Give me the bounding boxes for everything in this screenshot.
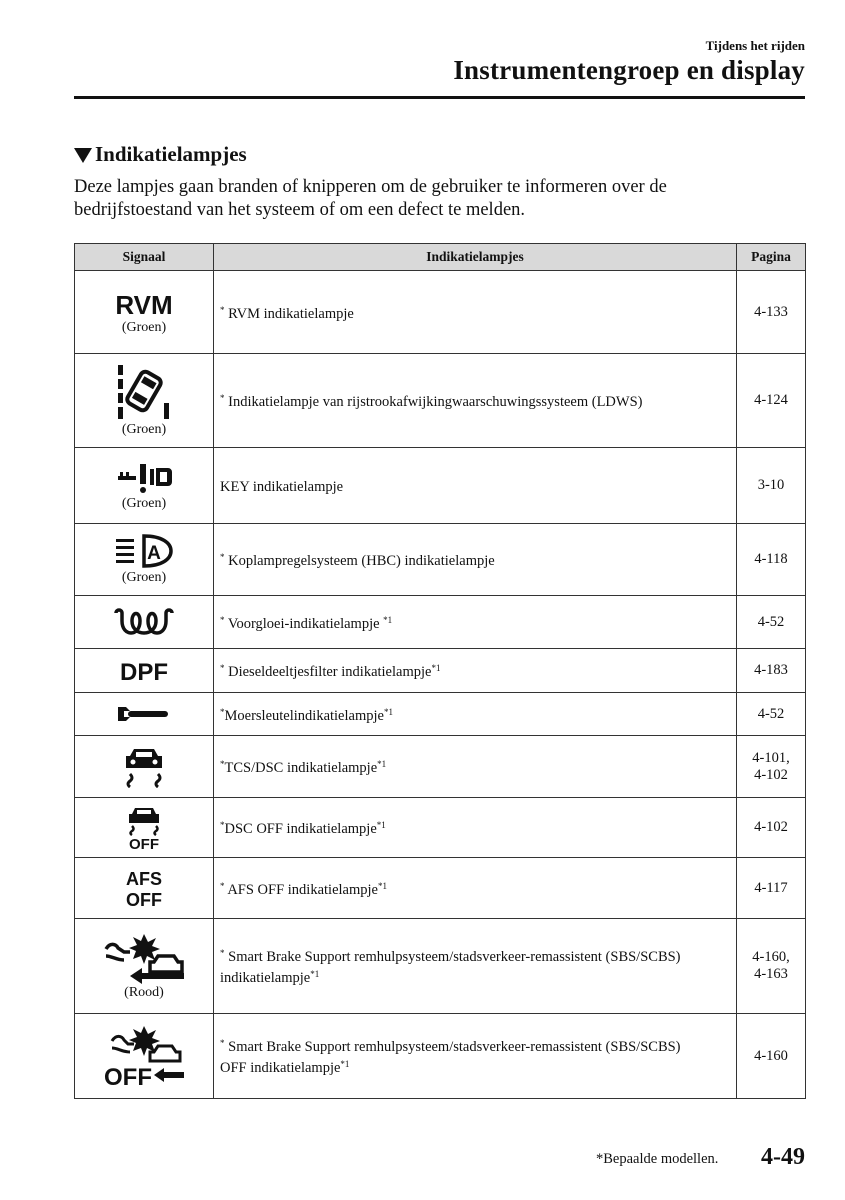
description-cell: *DSC OFF indikatielampje$^{*1}$ [214,798,737,858]
section-heading [74,142,247,167]
table-row [75,1014,806,1099]
key-icon [114,459,174,495]
lane-departure-icon [114,363,174,421]
description-cell: KEY indikatielampje [214,448,737,524]
signal-cell [75,798,214,858]
table-row [75,736,806,798]
traction-control-icon [122,746,166,788]
high-beam-control-icon [114,533,174,569]
svg-text:AFS: AFS [126,869,162,889]
svg-text:OFF: OFF [104,1064,152,1088]
table-row [75,919,806,1014]
table-row [75,448,806,524]
description-cell: *TCS/DSC indikatielampje$^{*1}$ [214,736,737,798]
header-pagina: Pagina [737,244,806,271]
color-label: (Groen) [121,496,167,511]
signal-cell [75,919,214,1014]
description-cell: * AFS OFF indikatielampje$^{*1}$ [214,858,737,919]
description-cell: *Moersleutelindikatielampje$^{*1}$ [214,693,737,736]
page-cell: 4-117 [737,858,806,919]
signal-cell [75,524,214,596]
signal-cell [75,354,214,448]
description-cell: * RVM indikatielampje [214,271,737,354]
page-cell: 3-10 [737,448,806,524]
dsc-off-icon [120,806,168,850]
page-cell: 4-160 [737,1014,806,1099]
dpf-icon [112,657,176,685]
description-cell: * Voorgloei-indikatielampje $^{*1}$ [214,596,737,649]
signal-cell [75,271,214,354]
header-signaal: Signaal [75,244,214,271]
description-cell: * Indikatielampje van rijstrookafwijkingwaarschuwingssysteem (LDWS) [214,354,737,448]
triangle-bullet-icon [74,148,92,163]
intro-line: bedrijfstoestand van het systeem of om een defect te melden. [74,200,526,220]
table-row [75,858,806,919]
page-cell: 4-118 [737,524,806,596]
rvm-icon [114,289,174,319]
color-label: (Groen) [121,570,167,585]
table-row [75,798,806,858]
signal-cell [75,858,214,919]
page-cell: 4-124 [737,354,806,448]
svg-text:RVM: RVM [115,289,173,319]
signal-cell [75,649,214,693]
header-rule [74,96,805,99]
color-label: (Groen) [121,422,167,437]
page-number: 4-49 [761,1144,805,1170]
page-cell: 4-160, 4-163 [737,919,806,1014]
page-cell: 4-52 [737,596,806,649]
table-row [75,271,806,354]
header-indikatielampjes: Indikatielampjes [214,244,737,271]
table-row [75,693,806,736]
table-row [75,649,806,693]
description-cell: * Dieseldeeltjesfilter indikatielampje$^{*1}$ [214,649,737,693]
table-row [75,524,806,596]
smart-brake-support-icon [102,932,186,984]
table-row [75,596,806,649]
svg-text:DPF: DPF [120,658,168,685]
section-heading-text: Indikatielampjes [95,142,247,166]
page-cell: 4-102 [737,798,806,858]
svg-text:OFF: OFF [129,835,159,850]
wrench-icon [116,703,172,725]
page-cell: 4-133 [737,271,806,354]
glow-plug-icon [112,607,176,637]
color-label: (Rood) [124,984,164,1000]
description-cell: * Smart Brake Support remhulpsysteem/stadsverkeer-remassistent (SBS/SCBS) OFF indikatielampje$^{*1}$ [214,1014,737,1099]
signal-cell [75,736,214,798]
svg-text:OFF: OFF [126,890,162,910]
footnote: *Bepaalde modellen. [596,1151,719,1167]
table-header-row [75,244,806,271]
page-cell: 4-183 [737,649,806,693]
description-cell: * Smart Brake Support remhulpsysteem/stadsverkeer-remassistent (SBS/SCBS) indikatielampje$^{*1}$ [214,919,737,1014]
description-cell: * Koplampregelsysteem (HBC) indikatielampje [214,524,737,596]
signal-cell [75,596,214,649]
page-header-title: Instrumentengroep en display [453,55,805,85]
page-cell: 4-101, 4-102 [737,736,806,798]
indicator-table [74,243,806,1099]
signal-cell [75,693,214,736]
table-row [75,354,806,448]
intro-line: Deze lampjes gaan branden of knipperen om de gebruiker te informeren over de [74,177,667,197]
color-label: (Groen) [121,319,167,335]
intro-paragraph [74,176,764,222]
page-cell: 4-52 [737,693,806,736]
page-header-section: Tijdens het rijden [705,38,805,53]
afs-off-icon [120,866,168,910]
signal-cell [75,1014,214,1099]
svg-text:A: A [147,543,161,564]
signal-cell [75,448,214,524]
smart-brake-support-off-icon [102,1024,186,1088]
